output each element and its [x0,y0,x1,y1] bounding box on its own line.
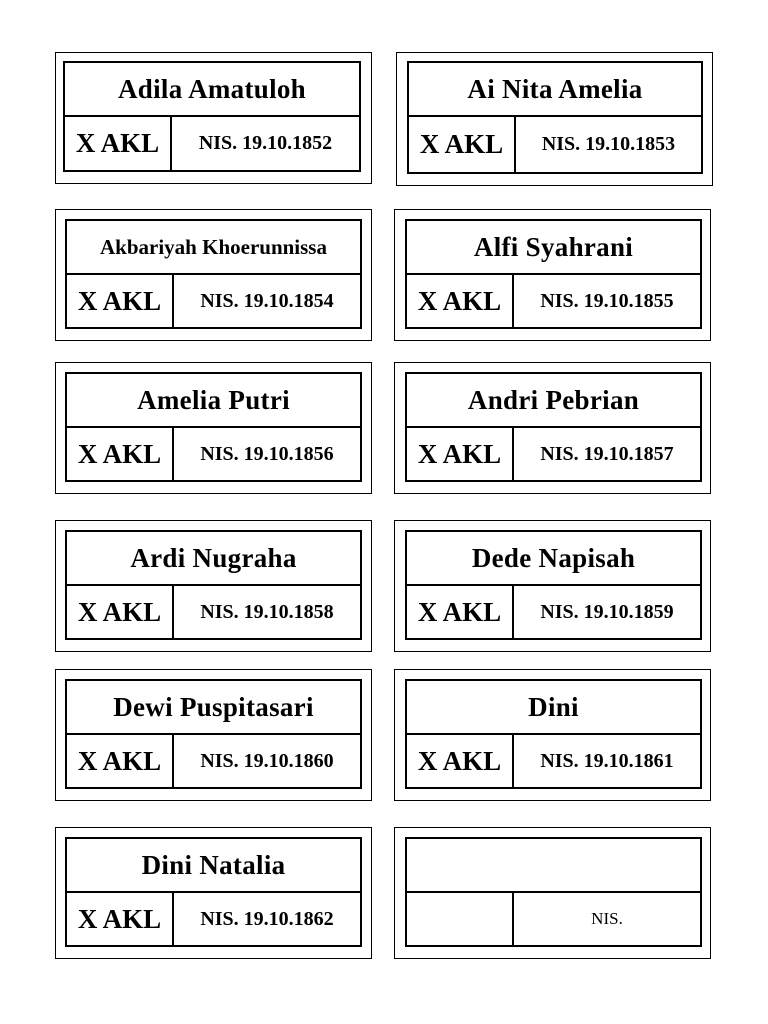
student-class: X AKL [67,428,174,480]
student-class: X AKL [407,428,514,480]
name-card-11 [55,827,372,959]
student-class: X AKL [407,735,514,787]
student-nis: NIS. 19.10.1857 [540,442,674,465]
student-name: Dede Napisah [407,532,700,586]
name-card-1 [55,52,372,184]
name-card-10 [394,669,711,801]
student-class: X AKL [407,275,514,327]
student-class: X AKL [67,893,174,945]
name-card-3 [55,209,372,341]
student-nis: NIS. [591,909,623,928]
student-name: Amelia Putri [67,374,360,428]
card-frame [405,530,702,640]
student-name: Dewi Puspitasari [67,681,360,735]
student-class: X AKL [407,586,514,638]
student-class: X AKL [409,117,516,172]
card-frame [65,530,362,640]
student-name: Alfi Syahrani [407,221,700,275]
student-name: Dini [407,681,700,735]
name-card-4 [394,209,711,341]
student-class [407,893,514,945]
name-card-2 [396,52,713,186]
card-frame [405,837,702,947]
name-card-7 [55,520,372,652]
student-nis: NIS. 19.10.1861 [540,749,674,772]
card-frame [65,219,362,329]
name-card-6 [394,362,711,494]
name-card-8 [394,520,711,652]
student-name: Adila Amatuloh [65,63,359,117]
student-nis: NIS. 19.10.1858 [200,600,334,623]
student-name: Andri Pebrian [407,374,700,428]
card-frame [407,61,703,174]
student-name: Dini Natalia [67,839,360,893]
student-nis: NIS. 19.10.1853 [541,133,676,155]
name-card-5 [55,362,372,494]
card-frame [65,372,362,482]
student-name: Ai Nita Amelia [409,63,701,117]
card-frame [65,679,362,789]
student-name [407,839,700,893]
student-nis: NIS. 19.10.1852 [198,132,333,154]
student-nis: NIS. 19.10.1855 [540,289,674,312]
student-nis: NIS. 19.10.1862 [200,907,334,930]
student-nis: NIS. 19.10.1859 [540,600,674,623]
student-class: X AKL [65,117,172,170]
student-nis: NIS. 19.10.1854 [200,289,334,312]
card-frame [65,837,362,947]
student-nis: NIS. 19.10.1860 [200,749,334,772]
student-class: X AKL [67,735,174,787]
card-frame [405,372,702,482]
name-card-9 [55,669,372,801]
card-frame [405,219,702,329]
name-card-12 [394,827,711,959]
card-frame [405,679,702,789]
card-frame [63,61,361,172]
student-nis: NIS. 19.10.1856 [200,442,334,465]
student-class: X AKL [67,586,174,638]
student-class: X AKL [67,275,174,327]
student-name: Ardi Nugraha [67,532,360,586]
student-name: Akbariyah Khoerunnissa [67,221,360,275]
